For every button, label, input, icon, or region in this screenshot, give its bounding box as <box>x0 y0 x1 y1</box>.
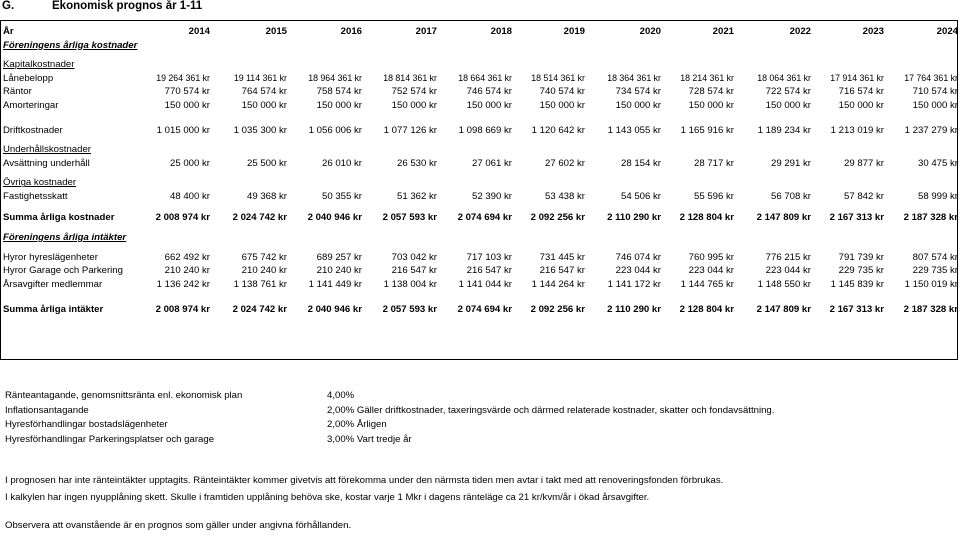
value-cell: 30 475 kr <box>917 157 958 169</box>
value-cell: 1 237 279 kr <box>904 124 958 136</box>
value-cell: 2 147 809 kr <box>756 211 811 223</box>
row-sum-costs-label: Summa årliga kostnader <box>3 211 115 223</box>
spacer-row <box>3 113 958 124</box>
year-header-row <box>3 25 958 39</box>
value-cell: 1 136 242 kr <box>156 278 210 290</box>
row-hyror-bostader <box>3 251 958 265</box>
value-cell: 2 167 313 kr <box>829 303 884 315</box>
value-cell: 57 842 kr <box>843 190 884 202</box>
value-cell: 2 147 809 kr <box>756 303 811 315</box>
value-cell: 150 000 kr <box>466 99 512 111</box>
row-underhall-label: Avsättning underhåll <box>3 157 90 169</box>
value-cell: 2 024 742 kr <box>232 303 287 315</box>
row-underhall <box>3 157 958 171</box>
row-sum-income-label: Summa årliga intäkter <box>3 303 104 315</box>
value-cell: 1 120 642 kr <box>531 124 585 136</box>
value-cell: 150 000 kr <box>241 99 287 111</box>
value-cell: 1 141 044 kr <box>458 278 512 290</box>
value-cell: 51 362 kr <box>396 190 437 202</box>
value-cell: 19 264 361 kr <box>156 72 210 83</box>
value-cell: 731 445 kr <box>539 251 585 263</box>
value-cell: 2 008 974 kr <box>155 303 210 315</box>
value-cell: 223 044 kr <box>688 265 734 277</box>
value-cell: 17 914 361 kr <box>830 72 884 83</box>
assumption-value: 2,00% Gäller driftkostnader, taxeringsvärde och därmed relaterade kostnader, skatter och fondavsättning. <box>327 404 775 416</box>
year-cell: 2022 <box>789 26 811 37</box>
row-sum-income <box>3 303 958 317</box>
spacer-row <box>3 292 958 303</box>
value-cell: 662 492 kr <box>164 251 210 263</box>
value-cell: 150 000 kr <box>615 99 661 111</box>
assumption-value: 3,00% Vart tredje år <box>327 433 412 445</box>
prognosis-table <box>3 25 958 316</box>
row-drift-label: Driftkostnader <box>3 124 63 136</box>
value-cell: 791 739 kr <box>838 251 884 263</box>
value-cell: 716 574 kr <box>838 86 884 98</box>
value-cell: 675 742 kr <box>241 251 287 263</box>
assumption-value: 2,00% Årligen <box>327 419 387 430</box>
value-cell: 1 035 300 kr <box>233 124 287 136</box>
year-cell: 2019 <box>563 26 585 37</box>
value-cell: 28 154 kr <box>620 157 661 169</box>
value-cell: 2 110 290 kr <box>607 211 661 223</box>
value-cell: 216 547 kr <box>391 265 437 277</box>
value-cell: 734 574 kr <box>615 86 661 98</box>
value-cell: 2 187 328 kr <box>903 303 958 315</box>
value-cell: 760 995 kr <box>688 251 734 263</box>
value-cell: 1 165 916 kr <box>680 124 734 136</box>
value-cell: 1 141 172 kr <box>607 278 661 290</box>
value-cell: 1 138 761 kr <box>233 278 287 290</box>
value-cell: 216 547 kr <box>539 265 585 277</box>
value-cell: 1 150 019 kr <box>904 278 958 290</box>
value-cell: 746 574 kr <box>466 86 512 98</box>
value-cell: 807 574 kr <box>912 251 958 263</box>
group-other <box>3 176 958 190</box>
value-cell: 18 064 361 kr <box>757 72 811 83</box>
assumption-label: Hyresförhandlingar Parkeringsplatser och garage <box>5 433 215 445</box>
value-cell: 1 213 019 kr <box>830 124 884 136</box>
value-cell: 26 010 kr <box>321 157 362 169</box>
year-cell: 2018 <box>490 26 512 37</box>
value-cell: 1 015 000 kr <box>156 124 210 136</box>
assumption-row <box>5 433 774 448</box>
value-cell: 18 214 361 kr <box>680 72 734 83</box>
value-cell: 150 000 kr <box>164 99 210 111</box>
value-cell: 1 138 004 kr <box>383 278 437 290</box>
value-cell: 722 574 kr <box>765 86 811 98</box>
value-cell: 1 144 264 kr <box>531 278 585 290</box>
assumptions-list <box>5 389 774 447</box>
value-cell: 48 400 kr <box>169 190 210 202</box>
value-cell: 2 008 974 kr <box>155 211 210 223</box>
spacer-cell <box>3 292 958 303</box>
value-cell: 223 044 kr <box>615 265 661 277</box>
group-other-label: Övriga kostnader <box>3 177 77 189</box>
spacer-row <box>3 204 958 211</box>
year-cell: 2017 <box>415 26 437 37</box>
row-hyror-garage <box>3 264 958 278</box>
year-cell: 2024 <box>936 26 958 37</box>
value-cell: 53 438 kr <box>544 190 585 202</box>
row-drift <box>3 124 958 138</box>
value-cell: 1 141 449 kr <box>308 278 362 290</box>
assumption-row <box>5 404 774 419</box>
row-amortering-label: Amorteringar <box>3 99 59 111</box>
heading-number: G. <box>2 0 15 12</box>
value-cell: 2 040 946 kr <box>307 211 362 223</box>
value-cell: 2 040 946 kr <box>307 303 362 315</box>
value-cell: 210 240 kr <box>316 265 362 277</box>
value-cell: 18 364 361 kr <box>607 72 661 83</box>
footnote-disclaimer: Observera att ovanstående är en prognos som gäller under angivna förhållanden. <box>5 520 352 531</box>
value-cell: 26 530 kr <box>396 157 437 169</box>
value-cell: 710 574 kr <box>912 86 958 98</box>
group-maintenance-label: Underhållskostnader <box>3 144 91 156</box>
value-cell: 752 574 kr <box>391 86 437 98</box>
year-cell: 2021 <box>712 26 734 37</box>
value-cell: 758 574 kr <box>316 86 362 98</box>
value-cell: 229 735 kr <box>838 265 884 277</box>
value-cell: 150 000 kr <box>688 99 734 111</box>
row-skatt <box>3 190 958 204</box>
value-cell: 150 000 kr <box>912 99 958 111</box>
row-rantor <box>3 85 958 99</box>
value-cell: 746 074 kr <box>615 251 661 263</box>
value-cell: 18 814 361 kr <box>383 72 437 83</box>
group-capital <box>3 58 958 72</box>
value-cell: 52 390 kr <box>471 190 512 202</box>
value-cell: 1 077 126 kr <box>383 124 437 136</box>
value-cell: 717 103 kr <box>466 251 512 263</box>
value-cell: 1 148 550 kr <box>757 278 811 290</box>
value-cell: 776 215 kr <box>765 251 811 263</box>
spacer-cell <box>3 204 958 211</box>
year-cell: 2016 <box>340 26 362 37</box>
row-arsavgifter <box>3 278 958 292</box>
row-sum-costs <box>3 211 958 225</box>
row-skatt-label: Fastighetsskatt <box>3 190 68 202</box>
value-cell: 2 092 256 kr <box>530 303 585 315</box>
value-cell: 770 574 kr <box>164 86 210 98</box>
year-cell: 2023 <box>862 26 884 37</box>
row-hyror-bostader-label: Hyror hyreslägenheter <box>3 251 98 263</box>
heading-text: Ekonomisk prognos år 1-11 <box>52 0 203 12</box>
value-cell: 210 240 kr <box>164 265 210 277</box>
assumption-label: Hyresförhandlingar bostadslägenheter <box>5 419 168 430</box>
row-amortering <box>3 99 958 113</box>
value-cell: 29 291 kr <box>770 157 811 169</box>
value-cell: 703 042 kr <box>391 251 437 263</box>
value-cell: 2 024 742 kr <box>232 211 287 223</box>
value-cell: 25 000 kr <box>169 157 210 169</box>
value-cell: 2 074 694 kr <box>457 211 512 223</box>
value-cell: 50 355 kr <box>321 190 362 202</box>
value-cell: 1 144 765 kr <box>680 278 734 290</box>
page-heading <box>2 0 202 12</box>
row-rantor-label: Räntor <box>3 86 32 98</box>
section-income <box>3 231 958 245</box>
year-cell: 2020 <box>639 26 661 37</box>
section-costs-label: Föreningens årliga kostnader <box>3 39 138 51</box>
row-hyror-garage-label: Hyror Garage och Parkering <box>3 265 123 277</box>
assumption-label: Inflationsantagande <box>5 404 89 416</box>
value-cell: 18 664 361 kr <box>458 72 512 83</box>
value-cell: 2 057 593 kr <box>382 303 437 315</box>
year-label: År <box>3 26 14 37</box>
value-cell: 150 000 kr <box>316 99 362 111</box>
section-costs <box>3 39 958 53</box>
assumption-label: Ränteantagande, genomsnittsränta enl. ekonomisk plan <box>5 390 243 401</box>
value-cell: 150 000 kr <box>539 99 585 111</box>
value-cell: 764 574 kr <box>241 86 287 98</box>
value-cell: 1 098 669 kr <box>458 124 512 136</box>
value-cell: 2 057 593 kr <box>382 211 437 223</box>
row-lanebelopp-label: Lånebelopp <box>3 72 54 84</box>
value-cell: 18 514 361 kr <box>531 72 585 83</box>
group-maintenance <box>3 143 958 157</box>
value-cell: 689 257 kr <box>316 251 362 263</box>
value-cell: 1 143 055 kr <box>607 124 661 136</box>
spacer-cell <box>3 113 958 124</box>
value-cell: 1 145 839 kr <box>830 278 884 290</box>
value-cell: 740 574 kr <box>539 86 585 98</box>
section-income-label: Föreningens årliga intäkter <box>3 232 127 244</box>
value-cell: 210 240 kr <box>241 265 287 277</box>
value-cell: 229 735 kr <box>912 265 958 277</box>
value-cell: 49 368 kr <box>246 190 287 202</box>
value-cell: 2 128 804 kr <box>679 211 734 223</box>
spacer-row <box>3 224 958 231</box>
row-arsavgifter-label: Årsavgifter medlemmar <box>3 278 103 290</box>
value-cell: 28 717 kr <box>693 157 734 169</box>
year-cell: 2015 <box>265 26 287 37</box>
value-cell: 150 000 kr <box>391 99 437 111</box>
footnote-interest: I prognosen har inte ränteintäkter upptagits. Ränteintäkter kommer givetvis att förekomma under den närmsta tiden men avtar i takt med att renoveringsfonden förbrukas. <box>5 475 724 486</box>
footnote-borrowing: I kalkylen har ingen nyupplåning skett. Skulle i framtiden upplåning behöva ske, kostar varje 1 Mkr i dagens ränteläge ca 21 kr/kvm/år i ökad årsavgifter. <box>5 492 650 503</box>
value-cell: 150 000 kr <box>838 99 884 111</box>
value-cell: 2 187 328 kr <box>903 211 958 223</box>
value-cell: 27 061 kr <box>471 157 512 169</box>
value-cell: 2 092 256 kr <box>530 211 585 223</box>
value-cell: 1 189 234 kr <box>757 124 811 136</box>
assumption-row <box>5 389 774 404</box>
value-cell: 223 044 kr <box>765 265 811 277</box>
value-cell: 2 074 694 kr <box>457 303 512 315</box>
value-cell: 2 128 804 kr <box>679 303 734 315</box>
group-capital-label: Kapitalkostnader <box>3 59 75 71</box>
year-cell: 2014 <box>188 26 210 37</box>
value-cell: 54 506 kr <box>620 190 661 202</box>
value-cell: 56 708 kr <box>770 190 811 202</box>
value-cell: 29 877 kr <box>843 157 884 169</box>
row-lanebelopp <box>3 72 958 86</box>
value-cell: 2 110 290 kr <box>607 303 661 315</box>
value-cell: 25 500 kr <box>246 157 287 169</box>
value-cell: 27 602 kr <box>544 157 585 169</box>
assumption-row <box>5 418 774 433</box>
value-cell: 19 114 361 kr <box>233 72 287 83</box>
value-cell: 17 764 361 kr <box>904 72 958 83</box>
value-cell: 150 000 kr <box>765 99 811 111</box>
value-cell: 216 547 kr <box>466 265 512 277</box>
value-cell: 1 056 006 kr <box>308 124 362 136</box>
assumption-value: 4,00% <box>327 390 355 401</box>
value-cell: 728 574 kr <box>688 86 734 98</box>
spacer-cell <box>3 224 958 231</box>
value-cell: 2 167 313 kr <box>829 211 884 223</box>
value-cell: 55 596 kr <box>693 190 734 202</box>
value-cell: 58 999 kr <box>917 190 958 202</box>
value-cell: 18 964 361 kr <box>308 72 362 83</box>
